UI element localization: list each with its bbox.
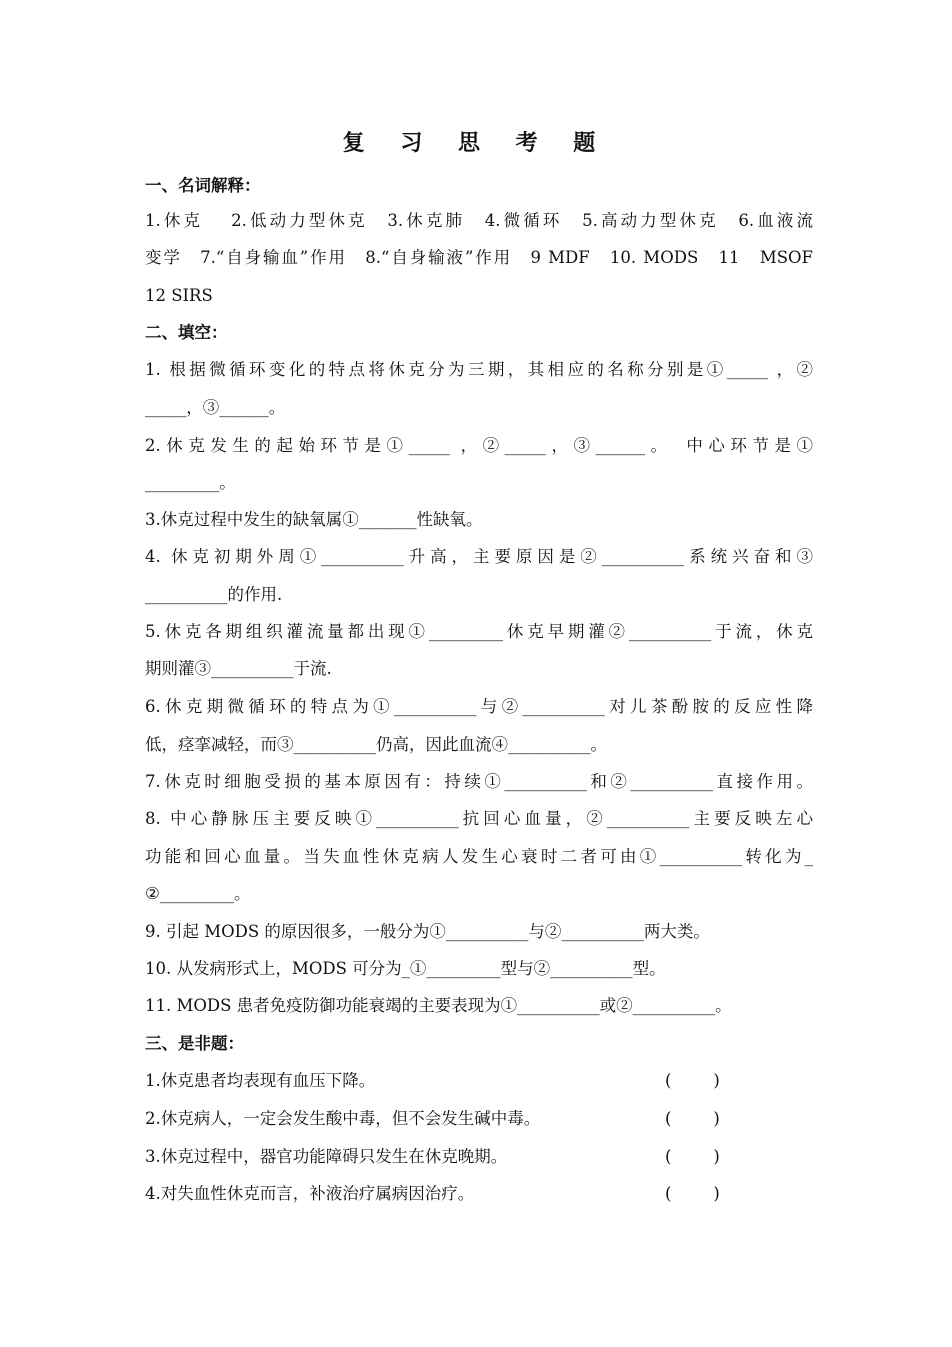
fill-line: 期则灌③__________于流. [145, 659, 332, 678]
answer-parentheses: ( ) [665, 1147, 720, 1166]
fill-line: 10. 从发病形式上，MODS 可分为_①_________型与②__________型。 [145, 959, 666, 978]
answer-parentheses: ( ) [665, 1109, 720, 1128]
page-title: 复 习 思 考 题 [342, 130, 610, 156]
answer-parentheses: ( ) [665, 1184, 720, 1203]
fill-line: 8. 中心静脉压主要反映①__________抗回心血量，②__________主要反映左心 [145, 809, 813, 828]
fill-line: _________。 [145, 473, 236, 492]
fill-line: _____，③______。 [145, 398, 286, 417]
section-heading-fill: 二、填空： [145, 323, 228, 342]
truefalse-item: 2.休克病人，一定会发生酸中毒，但不会发生碱中毒。 [145, 1109, 541, 1128]
fill-line: __________的作用. [145, 585, 283, 604]
fill-line: 9. 引起 MODS 的原因很多，一般分为①__________与②__________两大类。 [145, 922, 710, 941]
fill-line: 低，痉挛减轻，而③__________仍高，因此血流④__________。 [145, 735, 607, 754]
terms-line: 变学 7.“自身输血”作用 8.“自身输液”作用 9 MDF 10. MODS 11 MSOF [145, 248, 813, 267]
truefalse-item: 3.休克过程中，器官功能障碍只发生在休克晚期。 [145, 1147, 508, 1166]
fill-line: ②_________。 [145, 884, 251, 903]
fill-line: 6.休克期微循环的特点为①__________与②__________对儿茶酚胺的反应性降 [145, 697, 813, 716]
truefalse-item: 4.对失血性休克而言，补液治疗属病因治疗。 [145, 1184, 475, 1203]
section-heading-truefalse: 三、是非题： [145, 1034, 244, 1053]
fill-line: 4. 休克初期外周①__________升高，主要原因是②__________系统兴奋和③ [145, 547, 813, 566]
terms-line: 12 SIRS [145, 286, 213, 305]
truefalse-item: 1.休克患者均表现有血压下降。 [145, 1071, 376, 1090]
fill-line: 7.休克时细胞受损的基本原因有：持续①__________和②__________直接作用。 [145, 772, 813, 791]
terms-line: 1.休克 2.低动力型休克 3.休克肺 4.微循环 5.高动力型休克 6.血液流 [145, 211, 813, 230]
fill-line: 2.休克发生的起始环节是①_____ ，②_____，③______。 中心环节是① [145, 436, 813, 455]
fill-line: 5.休克各期组织灌流量都出现①_________休克早期灌②__________于流，休克 [145, 622, 813, 641]
fill-line: 3.休克过程中发生的缺氧属①_______性缺氧。 [145, 510, 483, 529]
fill-line: 1. 根据微循环变化的特点将休克分为三期，其相应的名称分别是①_____ ，② [145, 360, 813, 379]
section-heading-terms: 一、名词解释： [145, 176, 261, 195]
fill-line: 11. MODS 患者免疫防御功能衰竭的主要表现为①__________或②__________。 [145, 996, 732, 1015]
answer-parentheses: ( ) [665, 1071, 720, 1090]
fill-line: 功能和回心血量。当失血性休克病人发生心衰时二者可由①__________转化为_ [145, 847, 813, 866]
